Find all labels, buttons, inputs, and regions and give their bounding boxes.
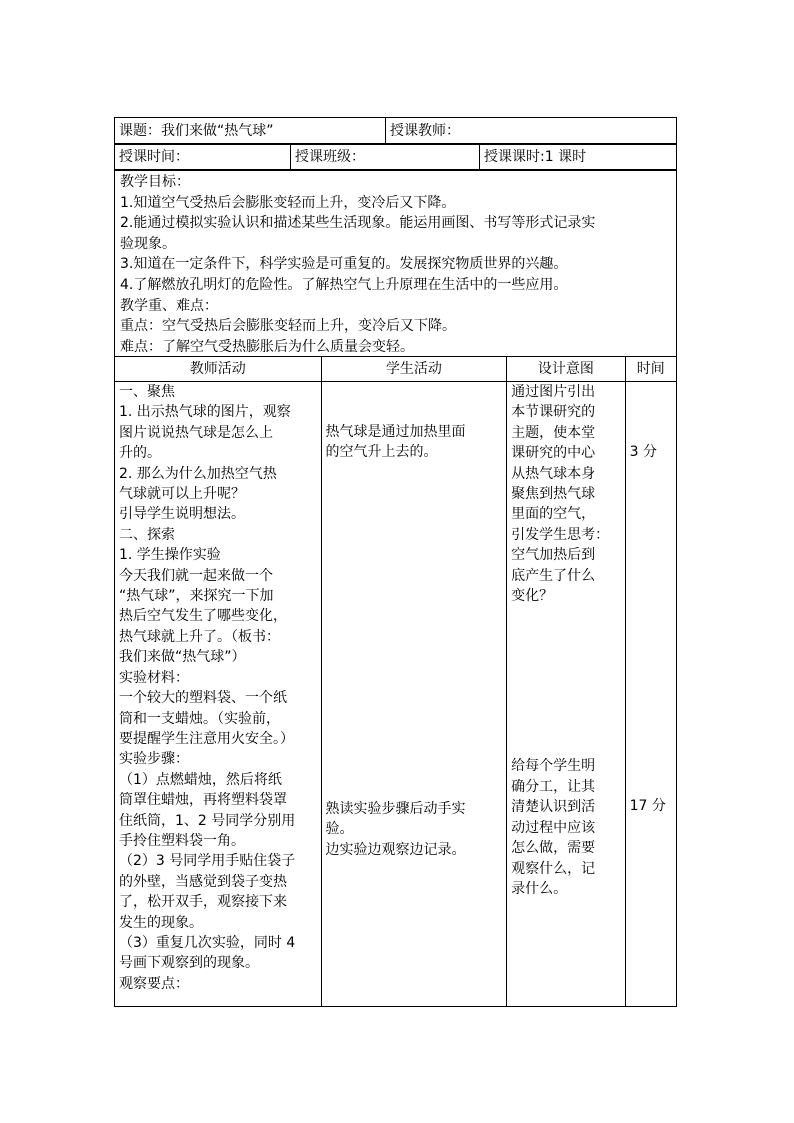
intent-line: 引发学生思考： (511, 526, 610, 543)
teaching-goals (114, 169, 677, 357)
teacher-line: 筒罩住蜡烛，再将塑料袋罩 (119, 792, 287, 809)
intent-line: 怎么做，需要 (511, 840, 596, 857)
spacer (511, 606, 620, 756)
teacher-line: 引导学生说明想法。 (119, 506, 245, 523)
design-intent-cell (507, 382, 625, 1007)
intent-line: 主题，使本堂 (511, 424, 596, 441)
activity-table (114, 356, 677, 1007)
teacher-line: （2）3 号同学用手贴住袋子 (119, 853, 296, 870)
teacher-line: 实验材料： (119, 669, 189, 686)
student-line: 验。 (325, 821, 354, 838)
teacher-line: 升的。 (119, 445, 161, 462)
teacher-line: 了，松开双手，观察接下来 (119, 894, 287, 911)
header-time: 时间 (625, 357, 676, 382)
teacher-line: 我们来做“热气球”） (119, 649, 246, 666)
teacher-line: 一、聚焦 (119, 384, 175, 400)
teacher-line: 观察要点： (119, 975, 189, 992)
teacher-line: 实验步骤： (119, 751, 189, 768)
intent-line: 通过图片引出 (511, 384, 596, 400)
teacher-line: 1. 学生操作实验 (119, 547, 221, 564)
time-cell (625, 382, 676, 1007)
intent-line: 本节课研究的 (511, 404, 596, 421)
goals-line: 教学重、难点： (120, 297, 218, 314)
student-line: 边实验边观察边记录。 (325, 841, 466, 858)
teacher-line: （3）重复几次实验，同时 4 (119, 934, 296, 951)
header-row-2 (114, 143, 677, 171)
intent-line: 从热气球本身 (511, 465, 596, 482)
goals-line: 1.知道空气受热后会膨胀变轻而上升，变冷后又下降。 (120, 194, 456, 211)
teacher-line: 号画下观察到的现象。 (119, 955, 259, 972)
teacher-activity-cell (115, 382, 322, 1007)
intent-line: 动过程中应该 (511, 819, 596, 836)
goals-line: 重点：空气受热后会膨胀变轻而上升，变冷后又下降。 (120, 318, 456, 335)
teacher-line: 热后空气发生了哪些变化， (119, 608, 287, 625)
teacher-line: 热气球就上升了。（板书： (119, 628, 280, 645)
intent-line: 给每个学生明 (511, 758, 596, 775)
teacher-line: 手拎住塑料袋一角。 (119, 832, 245, 849)
teacher-line: 住纸筒，1、2 号同学分别用 (119, 812, 296, 829)
time-value: 3 分 (629, 444, 657, 460)
intent-line: 空气加热后到 (511, 547, 596, 564)
student-line: 的空气升上去的。 (325, 444, 438, 461)
topic-cell: 课题：我们来做“热气球” (115, 118, 386, 145)
goals-line: 3.知道在一定条件下，科学实验是可重复的。发展探究物质世界的兴趣。 (120, 256, 568, 273)
teacher-cell: 授课教师： (386, 118, 677, 145)
teacher-line: 2. 那么为什么加热空气热 (119, 465, 277, 482)
student-line: 熟读实验步骤后动手实 (325, 800, 466, 817)
goals-line: 难点：了解空气受热膨胀后为什么质量会变轻。 (120, 338, 414, 355)
header-teacher-activity: 教师活动 (115, 357, 322, 382)
intent-line: 确分工，让其 (511, 778, 596, 795)
goals-line: 验现象。 (120, 235, 176, 252)
class-cell: 授课班级： (291, 144, 480, 171)
student-activity-cell (321, 382, 507, 1007)
teacher-line: 筒和一支蜡烛。（实验前， (119, 710, 280, 727)
intent-line: 观察什么，记 (511, 860, 596, 877)
intent-line: 底产生了什么 (511, 567, 596, 584)
goals-line: 2.能通过模拟实验认识和描述某些生活现象。能运用画图、书写等形式记录实 (120, 215, 596, 232)
teacher-line: 要提醒学生注意用火安全。） (119, 730, 294, 747)
teacher-line: 今天我们就一起来做一个 (119, 567, 273, 584)
teacher-line: 图片说说热气球是怎么上 (119, 424, 273, 441)
intent-line: 课研究的中心 (511, 445, 596, 462)
intent-line: 聚焦到热气球 (511, 486, 596, 503)
teacher-line: 1. 出示热气球的图片，观察 (119, 404, 291, 421)
intent-line: 变化？ (511, 588, 554, 605)
teacher-line: “热气球”，来探究一下加 (119, 588, 274, 605)
teacher-line: 的外壁，当感觉到袋子变热 (119, 873, 287, 890)
teacher-line: 发生的现象。 (119, 914, 203, 931)
header-row-1 (114, 117, 677, 145)
teacher-line: 二、探索 (119, 526, 175, 543)
teacher-line: 气球就可以上升呢？ (119, 486, 245, 503)
time-value: 17 分 (629, 798, 666, 815)
header-design-intent: 设计意图 (507, 357, 625, 382)
hours-cell: 授课课时:1 课时 (480, 144, 677, 171)
student-line: 热气球是通过加热里面 (325, 424, 466, 440)
time-cell: 授课时间： (115, 144, 291, 171)
header-student-activity: 学生活动 (321, 357, 507, 382)
teacher-line: （1）点燃蜡烛，然后将纸 (119, 771, 282, 788)
intent-line: 清楚认识到活 (511, 799, 596, 816)
teacher-line: 一个较大的塑料袋、一个纸 (119, 690, 287, 707)
intent-line: 里面的空气， (511, 506, 596, 523)
goals-line: 教学目标： (120, 174, 190, 190)
goals-line: 4.了解燃放孔明灯的危险性。了解热空气上升原理在生活中的一些应用。 (120, 276, 568, 293)
intent-line: 录什么。 (511, 880, 568, 897)
